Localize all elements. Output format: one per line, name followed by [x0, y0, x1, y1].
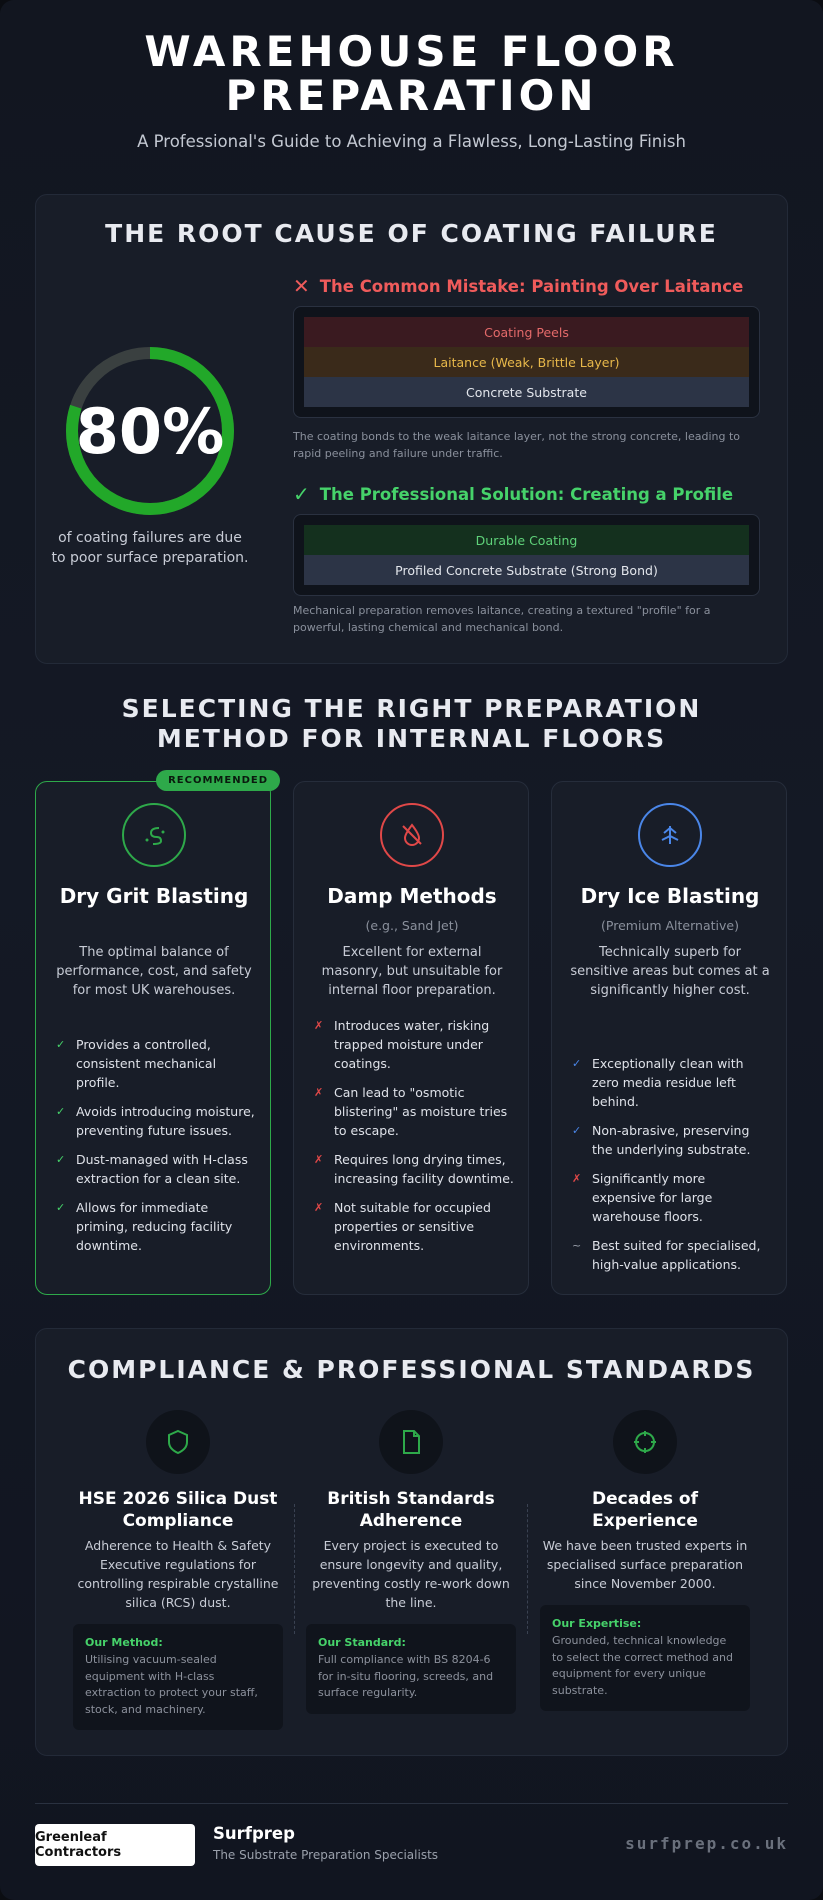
compliance-title: HSE 2026 Silica Dust Compliance: [78, 1489, 278, 1531]
mistake-heading-row: [293, 276, 743, 296]
layer-profiled-concrete: Profiled Concrete Substrate (Strong Bond): [304, 555, 749, 585]
method-subtitle: (Premium Alternative): [601, 918, 739, 933]
detail-text: Grounded, technical knowledge to select the correct method and equipment for every unique substrate.: [552, 1634, 733, 1697]
list-item: [572, 1121, 772, 1159]
list-item: [572, 1054, 772, 1111]
method-title: Dry Ice Blasting: [580, 884, 760, 908]
check-icon: ✓: [572, 1057, 582, 1070]
dry-ice-icon: [638, 803, 702, 867]
method-subtitle: (e.g., Sand Jet): [365, 918, 459, 933]
method-title: Dry Grit Blasting: [59, 884, 249, 908]
list-item: [56, 1150, 256, 1188]
column-divider: [527, 1504, 528, 1634]
cross-icon: ✗: [314, 1153, 324, 1166]
method-points: [56, 1035, 256, 1265]
point-text: Introduces water, risking trapped moisture under coatings.: [334, 1018, 490, 1071]
website-link[interactable]: surfprep.co.uk: [625, 1834, 788, 1853]
stat-ring: [62, 343, 238, 519]
compliance-detail-box: [73, 1624, 283, 1730]
list-item: [56, 1198, 256, 1255]
compliance-detail-box: [306, 1624, 516, 1714]
brand-name: Surfprep: [213, 1824, 295, 1843]
mistake-layer-diagram: [293, 306, 760, 418]
page-header: [0, 27, 823, 151]
brand-tagline: The Substrate Preparation Specialists: [213, 1848, 439, 1862]
check-icon: ✓: [56, 1038, 66, 1051]
list-item: [572, 1236, 772, 1274]
solution-note: Mechanical preparation removes laitance, creating a textured "profile" for a powerful, lasting chemical and mechanical bond.: [293, 604, 711, 634]
point-text: Allows for immediate priming, reducing facility downtime.: [76, 1200, 233, 1253]
check-icon: ✓: [56, 1201, 66, 1214]
compliance-title: British Standards Adherence: [327, 1489, 495, 1531]
detail-text: Full compliance with BS 8204-6 for in-situ flooring, screeds, and surface regularity.: [318, 1653, 494, 1699]
list-item: [572, 1169, 772, 1226]
check-icon: ✓: [56, 1105, 66, 1118]
point-text: Best suited for specialised, high-value applications.: [592, 1238, 761, 1272]
compliance-description: Adherence to Health & Safety Executive regulations for controlling respirable crystalline silica (RCS) dust.: [77, 1538, 279, 1610]
method-card-dry-grit: [35, 775, 271, 1295]
compliance-title: Decades of Experience: [591, 1489, 698, 1531]
point-text: Significantly more expensive for large warehouse floors.: [592, 1171, 713, 1224]
layer-durable-coating: Durable Coating: [304, 525, 749, 555]
detail-heading: Our Method:: [85, 1636, 163, 1649]
layer-concrete: Concrete Substrate: [304, 377, 749, 407]
detail-heading: Our Standard:: [318, 1636, 406, 1649]
badge-icon: [613, 1410, 677, 1474]
compliance-description: We have been trusted experts in specialised surface preparation since November 2000.: [542, 1538, 748, 1591]
solution-layer-diagram: [293, 514, 760, 596]
cross-icon: ✗: [314, 1086, 324, 1099]
layer-laitance: Laitance (Weak, Brittle Layer): [304, 347, 749, 377]
partner-logo: Greenleaf Contractors: [35, 1824, 195, 1866]
detail-text: Utilising vacuum-sealed equipment with H-class extraction to protect your staff, stock, and machinery.: [85, 1653, 258, 1716]
footer-divider: [35, 1803, 788, 1804]
method-points: [314, 1016, 514, 1265]
mistake-note: The coating bonds to the weak laitance layer, not the strong concrete, leading to rapid peeling and failure under traffic.: [293, 430, 741, 460]
point-text: Dust-managed with H-class extraction for a clean site.: [76, 1152, 248, 1186]
method-description: Technically superb for sensitive areas but comes at a significantly higher cost.: [570, 945, 770, 998]
cross-icon: ✗: [314, 1201, 324, 1214]
solution-heading: The Professional Solution: Creating a Profile: [319, 484, 734, 504]
layer-coating-peels: Coating Peels: [304, 317, 749, 347]
solution-heading-row: [293, 484, 733, 504]
column-divider: [294, 1504, 295, 1634]
compliance-detail-box: [540, 1605, 750, 1711]
method-description: Excellent for external masonry, but unsuitable for internal floor preparation.: [321, 945, 503, 998]
cross-icon: ✗: [314, 1019, 324, 1032]
list-item: [314, 1083, 514, 1140]
method-card-dry-ice: [551, 781, 787, 1295]
cross-icon: ✕: [293, 274, 310, 298]
document-icon: [379, 1410, 443, 1474]
point-text: Exceptionally clean with zero media residue left behind.: [592, 1056, 744, 1109]
list-item: [314, 1016, 514, 1073]
page-subtitle: A Professional's Guide to Achieving a Flawless, Long-Lasting Finish: [137, 132, 686, 151]
list-item: [56, 1102, 256, 1140]
method-points: [572, 1054, 772, 1284]
mistake-heading: The Common Mistake: Painting Over Laitance: [319, 276, 744, 296]
point-text: Avoids introducing moisture, preventing future issues.: [76, 1104, 255, 1138]
method-title: Damp Methods: [327, 884, 497, 908]
no-water-icon: [380, 803, 444, 867]
point-text: Can lead to "osmotic blistering" as moisture tries to escape.: [334, 1085, 508, 1138]
stat-caption: of coating failures are due to poor surface preparation.: [51, 530, 249, 566]
compliance-description: Every project is executed to ensure longevity and quality, preventing costly re-work down the line.: [312, 1538, 510, 1610]
page-title: WAREHOUSE FLOOR PREPARATION: [144, 27, 679, 120]
cross-icon: ✗: [572, 1172, 582, 1185]
method-description: The optimal balance of performance, cost, and safety for most UK warehouses.: [56, 945, 252, 998]
check-icon: ✓: [572, 1124, 582, 1137]
check-icon: ✓: [293, 482, 310, 506]
grit-blast-icon: [122, 803, 186, 867]
point-text: Not suitable for occupied properties or sensitive environments.: [334, 1200, 491, 1253]
stat-value: 80%: [75, 394, 225, 468]
point-text: Requires long drying times, increasing facility downtime.: [334, 1152, 514, 1186]
check-icon: ✓: [56, 1153, 66, 1166]
methods-heading: SELECTING THE RIGHT PREPARATION METHOD FOR INTERNAL FLOORS: [121, 694, 702, 753]
list-item: [314, 1150, 514, 1188]
list-item: [56, 1035, 256, 1092]
detail-heading: Our Expertise:: [552, 1617, 642, 1630]
point-text: Provides a controlled, consistent mechanical profile.: [76, 1037, 217, 1090]
shield-icon: [146, 1410, 210, 1474]
point-text: Non-abrasive, preserving the underlying substrate.: [592, 1123, 751, 1157]
root-cause-heading: THE ROOT CAUSE OF COATING FAILURE: [105, 219, 718, 248]
method-card-damp: [293, 781, 529, 1295]
recommended-badge: RECOMMENDED: [156, 770, 280, 791]
list-item: [314, 1198, 514, 1255]
tilde-icon: ~: [572, 1239, 582, 1252]
compliance-heading: COMPLIANCE & PROFESSIONAL STANDARDS: [67, 1355, 756, 1384]
